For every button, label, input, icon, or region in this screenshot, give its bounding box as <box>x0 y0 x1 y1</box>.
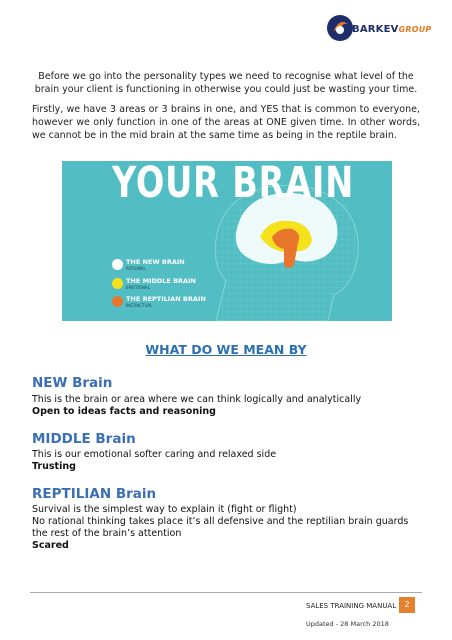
intro-paragraph-1: Before we go into the personality types we need to recognise what level of the brain your client is functioning in otherwise you could just be wasting your time. <box>34 71 418 95</box>
reptilian-brain-summary: Scared <box>32 540 69 551</box>
legend-name: THE NEW BRAIN <box>126 258 185 266</box>
footer-date: Updated - 28 March 2018 <box>306 620 389 628</box>
logo-brand: BARKEV <box>352 24 399 35</box>
middle-brain-summary: Trusting <box>32 461 76 472</box>
new-brain-title: NEW Brain <box>32 375 113 391</box>
logo-wordmark <box>352 24 431 35</box>
reptilian-brain-title: REPTILIAN Brain <box>32 486 157 502</box>
banner-title: YOUR BRAIN <box>112 158 355 208</box>
legend-dot-white <box>112 259 123 270</box>
footer-divider <box>30 592 422 593</box>
legend-sub: EMOTIONAL <box>126 285 150 290</box>
legend-name: THE REPTILIAN BRAIN <box>126 295 206 303</box>
middle-brain-description: This is our emotional softer caring and relaxed side <box>32 449 277 460</box>
middle-brain-title: MIDDLE Brain <box>32 431 136 447</box>
footer-manual-title: SALES TRAINING MANUAL <box>306 602 397 610</box>
legend-dot-yellow <box>112 278 123 289</box>
page-number-badge: 2 <box>399 597 415 613</box>
legend-dot-orange <box>112 296 123 307</box>
legend-name: THE MIDDLE BRAIN <box>126 277 196 285</box>
new-brain-summary: Open to ideas facts and reasoning <box>32 406 216 417</box>
new-brain-description: This is the brain or area where we can think logically and analytically <box>32 394 362 405</box>
intro-paragraph-2: Firstly, we have 3 areas or 3 brains in one, and YES that is common to everyone, however we only function in one of the areas at ONE given time. In other words, we cannot be in the mid brain at the same time as being in the reptile brain. <box>32 104 420 141</box>
legend-sub: RATIONAL <box>126 266 146 271</box>
reptilian-brain-description-1: Survival is the simplest way to explain it (fight or flight) <box>32 504 297 515</box>
reptilian-brain-description-2: No rational thinking takes place it’s all defensive and the reptilian brain guards the rest of the brain’s attention <box>32 516 409 539</box>
legend-sub: INSTINCTUAL <box>126 303 153 308</box>
section-heading: WHAT DO WE MEAN BY <box>145 342 307 357</box>
logo-group: GROUP <box>398 25 432 34</box>
